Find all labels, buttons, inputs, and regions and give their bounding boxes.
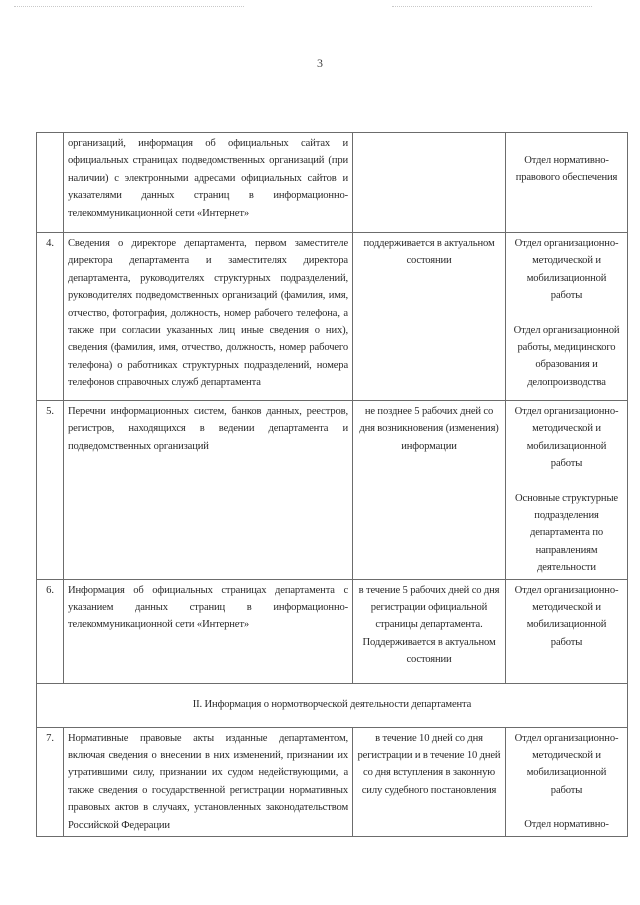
responsible-unit: Отдел нормативно-	[524, 819, 609, 831]
section-title: II. Информация о нормотворческой деятельности департамента	[37, 683, 628, 727]
responsible-unit: Отдел организационной работы, медицинского образования и делопроизводства	[513, 324, 620, 388]
table-row	[37, 133, 628, 233]
responsible-unit: Отдел организационно-методической и мобилизационной работы	[514, 406, 619, 470]
table-row	[37, 579, 628, 683]
responsible-unit: Основные структурные подразделения департамента по направлениям деятельности	[515, 492, 618, 574]
row-responsible	[506, 727, 628, 836]
row-number	[37, 133, 64, 233]
table-row	[37, 727, 628, 836]
row-responsible	[506, 579, 628, 683]
responsible-unit: Отдел организационно-методической и мобилизационной работы	[514, 732, 619, 796]
responsible-unit: Отдел организационно-методической и мобилизационной работы	[514, 584, 619, 648]
row-text: организаций, информация об официальных сайтах и официальных страницах подведомственных организаций (при наличии) с электронными адресами официальных сайтов и указателями данных страниц в информационно-телекоммуникационной сети «Интернет»	[64, 133, 353, 233]
row-text: Перечни информационных систем, банков данных, реестров, регистров, находящихся в ведении департамента и подведомственных организаций	[64, 401, 353, 580]
responsible-unit: Отдел нормативно-правового обеспечения	[515, 155, 618, 184]
row-number: 4.	[37, 233, 64, 401]
row-text: Информация об официальных страницах департамента с указанием данных страниц в информационно-телекоммуникационной сети «Интернет»	[64, 579, 353, 683]
responsible-unit: Отдел организационно-методической и мобилизационной работы	[514, 238, 619, 302]
row-responsible	[506, 233, 628, 401]
table-row	[37, 233, 628, 401]
row-number: 7.	[37, 727, 64, 836]
row-term: не позднее 5 рабочих дней со дня возникновения (изменения) информации	[353, 401, 506, 580]
row-term: в течение 5 рабочих дней со дня регистрации официальной страницы департамента. Поддерживается в актуальном состоянии	[353, 579, 506, 683]
table-row	[37, 401, 628, 580]
page-number: 3	[317, 56, 323, 70]
scan-artifact-line	[14, 6, 244, 7]
row-term	[353, 133, 506, 233]
row-term: в течение 10 дней со дня регистрации и в течение 10 дней со дня вступления в законную силу судебного постановления	[353, 727, 506, 836]
row-text: Сведения о директоре департамента, первом заместителе директора департамента и заместителях директора департамента, руководителях структурных подразделений, руководителях подведомственных организаций (фамилия, имя, отчество, фотография, должность, номер рабочего телефона, а также при согласии указанных лиц иные сведения о них), сведения (фамилия, имя, отчество, должность, номер рабочего телефона) о работниках структурных подразделений, номера телефонов справочных служб департамента	[64, 233, 353, 401]
row-number: 5.	[37, 401, 64, 580]
row-responsible	[506, 133, 628, 233]
row-term: поддерживается в актуальном состоянии	[353, 233, 506, 401]
row-responsible	[506, 401, 628, 580]
row-text: Нормативные правовые акты изданные департаментом, включая сведения о внесении в них изменений, признании их утратившими силу, признании их судом недействующими, а также сведения о государственной регистрации нормативных правовых актов в случаях, установленных законодательством Российской Федерации	[64, 727, 353, 836]
scan-artifact-line	[392, 6, 592, 7]
row-number: 6.	[37, 579, 64, 683]
document-table	[36, 132, 628, 837]
section-row	[37, 683, 628, 727]
